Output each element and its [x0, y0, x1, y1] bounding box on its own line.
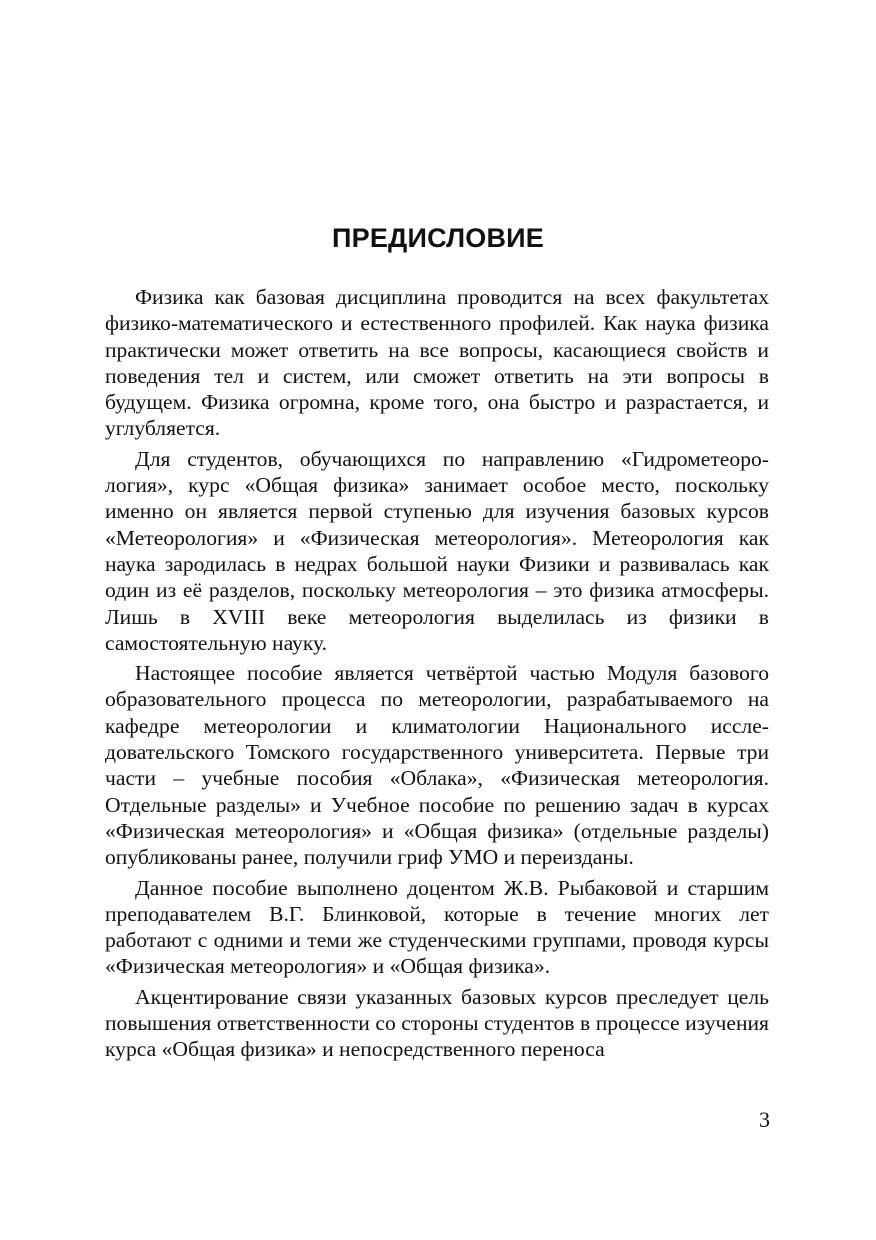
paragraph-4: Данное пособие выполнено доцентом Ж.В. Рыбаковой и старшим преподавателем В.Г. Блинковой, которые в течение многих лет работают с одними и теми же студенческими группами, проводя курсы «Физическая метеорология» и «Общая физика».: [105, 875, 769, 979]
page-number: 3: [759, 1107, 770, 1132]
paragraph-2: Для студентов, обучающихся по направлению «Гидрометеорология», курс «Общая физика» занимает особое место, поскольку именно он является первой ступенью для изучения базовых курсов «Метеорология» и «Физическая метеорология». Метеорология как наука зародилась в недрах большой науки Физики и развивалась как один из её разделов, поскольку метеорология – это физика атмосферы. Лишь в XVIII веке метеорология выделилась из физики в самостоятельную науку.: [105, 446, 769, 655]
page-title: ПРЕДИСЛОВИЕ: [332, 223, 544, 253]
paragraph-5: Акцентирование связи указанных базовых курсов преследует цель повышения ответственности со стороны студентов в процессе изучения курса «Общая физика» и непосредственного переноса: [105, 984, 769, 1062]
paragraph-1: Физика как базовая дисциплина проводится на всех факультетах физико-математического и естественного профилей. Как наука физика практически может ответить на все вопросы, касающиеся свойств и поведения тел и систем, или сможет ответить на эти вопросы в будущем. Физика огромна, кроме того, она быстро и разрастается, и углубляется.: [105, 285, 769, 441]
body-text: [105, 284, 769, 1067]
paragraph-3: Настоящее пособие является четвёртой частью Модуля базового образовательного процесса по метеорологии, разрабатываемого на кафедре метеорологии и климатологии Национального исследовательского Томского государственного университета. Первые три части – учебные пособия «Облака», «Физическая метеорология. Отдельные разделы» и Учебное пособие по решению задач в курсах «Физическая метеорология» и «Общая физика» (отдельные разделы) опубликованы ранее, получили гриф УМО и переизданы.: [105, 661, 769, 870]
